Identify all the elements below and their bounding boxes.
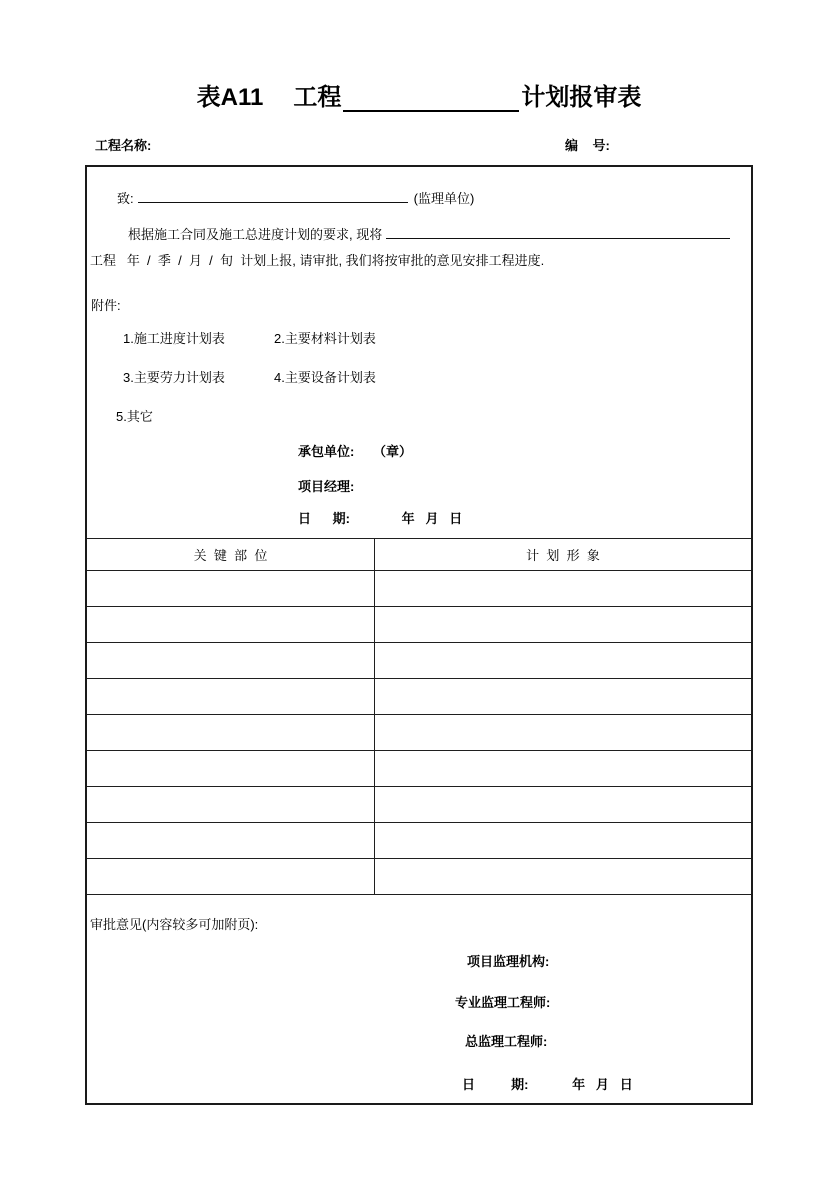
seal-hint: （章）: [372, 444, 412, 459]
contractor-unit-label: 承包单位:: [298, 444, 355, 459]
key-part-header: 关 键 部 位: [87, 539, 375, 571]
body-lead-blank-underline: [386, 224, 730, 239]
project-name-label: 工程名称:: [95, 138, 152, 153]
recipient-blank-underline: [138, 188, 408, 203]
attachment-item: 3.主要劳力计划表: [123, 370, 225, 385]
table-row: [87, 823, 751, 859]
specialist-engineer-label: 专业监理工程师:: [455, 995, 551, 1010]
plan-image-cell: [375, 571, 752, 607]
serial-number-label: 编 号:: [565, 138, 610, 153]
key-part-cell: [87, 787, 375, 823]
table-row: [87, 859, 751, 895]
plan-image-cell: [375, 679, 752, 715]
plan-table-body: [87, 571, 751, 895]
project-manager-label: 项目经理:: [298, 479, 355, 494]
attachment-item: 5.其它: [116, 409, 153, 424]
body-line2: 工程 年 / 季 / 月 / 旬 计划上报, 请审批, 我们将按审批的意见安排工程进度.: [90, 253, 545, 268]
key-part-cell: [87, 571, 375, 607]
recipient-line: [117, 188, 474, 207]
attachment-item: 2.主要材料计划表: [274, 331, 376, 346]
plan-image-header: 计 划 形 象: [375, 539, 752, 571]
plan-table: [87, 538, 751, 895]
plan-image-cell: [375, 715, 752, 751]
plan-image-cell: [375, 607, 752, 643]
key-part-cell: [87, 643, 375, 679]
to-label: 致:: [117, 191, 134, 206]
key-part-cell: [87, 823, 375, 859]
key-part-cell: [87, 679, 375, 715]
contractor-date-label: 日 期:: [298, 511, 351, 526]
approval-date-line: [462, 1077, 633, 1093]
table-row: [87, 643, 751, 679]
table-row: [87, 787, 751, 823]
table-row: [87, 715, 751, 751]
key-part-cell: [87, 607, 375, 643]
chief-engineer-label: 总监理工程师:: [465, 1034, 548, 1049]
form-body-box: [85, 165, 753, 1105]
plan-image-cell: [375, 823, 752, 859]
form-title: [0, 84, 838, 112]
body-lead-text: 根据施工合同及施工总进度计划的要求, 现将: [128, 227, 383, 242]
key-part-cell: [87, 751, 375, 787]
body-lead-line: [87, 224, 751, 243]
approval-date-label: 日 期:: [462, 1077, 529, 1092]
plan-table-header-row: [87, 539, 751, 571]
contractor-unit-line: [298, 444, 412, 460]
title-blank-underline: [343, 86, 519, 112]
key-part-cell: [87, 715, 375, 751]
table-row: [87, 571, 751, 607]
attachments-label: 附件:: [91, 298, 121, 313]
key-part-cell: [87, 859, 375, 895]
plan-image-cell: [375, 751, 752, 787]
plan-image-cell: [375, 643, 752, 679]
recipient-suffix: (监理单位): [413, 191, 475, 206]
table-row: [87, 679, 751, 715]
title-prefix: 工程: [293, 84, 342, 111]
title-suffix: 计划报审表: [521, 84, 642, 111]
form-code: 表A11: [196, 84, 264, 111]
attachment-item: 1.施工进度计划表: [123, 331, 225, 346]
approval-opinion-label: 审批意见(内容较多可加附页):: [90, 917, 259, 932]
plan-image-cell: [375, 859, 752, 895]
table-row: [87, 607, 751, 643]
contractor-date-line: [298, 511, 462, 527]
plan-image-cell: [375, 787, 752, 823]
supervision-org-label: 项目监理机构:: [467, 954, 550, 969]
approval-date-placeholder: 年 月 日: [572, 1077, 633, 1092]
contractor-date-placeholder: 年 月 日: [401, 511, 463, 526]
attachment-item: 4.主要设备计划表: [274, 370, 376, 385]
table-row: [87, 751, 751, 787]
